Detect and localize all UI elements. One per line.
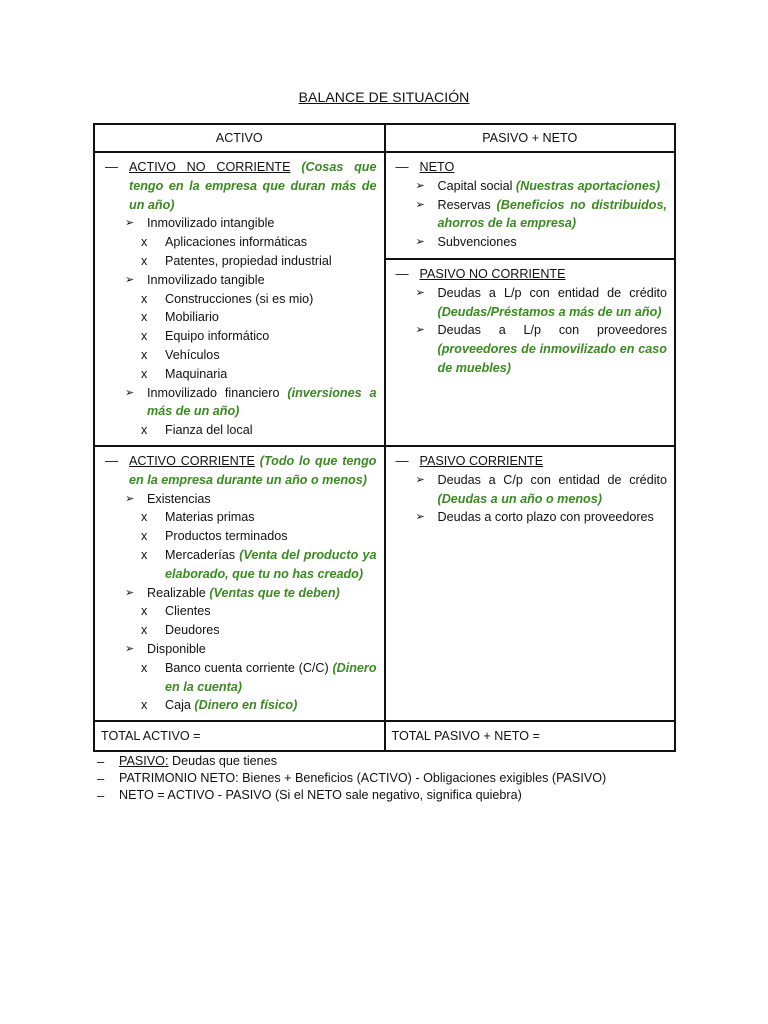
section-note: (Cosas que tengo en la empresa que duran más de un año) <box>129 160 377 212</box>
dash-bullet: — <box>395 452 409 468</box>
note-text: PATRIMONIO NETO: Bienes + Beneficios (ACTIVO) - Obligaciones exigibles (PASIVO) <box>119 771 607 785</box>
header-pasivo-neto: PASIVO + NETO <box>385 124 676 152</box>
list-item <box>105 308 377 327</box>
group-label: Disponible <box>147 641 206 656</box>
list-item-text <box>165 527 377 546</box>
dash-bullet: — <box>395 159 409 174</box>
list-item-text <box>165 621 377 640</box>
item-label: Vehículos <box>165 347 220 362</box>
list-item-text <box>438 284 668 322</box>
x-bullet: x <box>141 235 148 250</box>
item-note: (Deudas/Préstamos a más de un año) <box>437 304 662 319</box>
note-item <box>97 787 606 804</box>
section-heading-text <box>420 452 668 471</box>
note-term: PASIVO: <box>119 754 169 768</box>
section-title: PASIVO NO CORRIENTE <box>419 267 566 281</box>
item-note: (Dinero en físico) <box>194 698 298 713</box>
item-label: Materias primas <box>165 510 255 525</box>
list-item <box>105 527 377 546</box>
list-item-text <box>438 508 668 527</box>
group-label: Inmovilizado intangible <box>147 216 275 231</box>
list-item <box>105 290 377 309</box>
total-activo: TOTAL ACTIVO = <box>94 721 385 751</box>
list-item-text <box>165 327 377 346</box>
group-item-text <box>147 640 377 659</box>
neto-section <box>386 153 675 258</box>
section-note: (Todo lo que tengo en la empresa durante un año o menos) <box>129 453 377 487</box>
balance-table <box>93 123 676 752</box>
item-note: (Beneficios no distribuidos, ahorros de la empresa) <box>437 197 668 231</box>
item-note: (Venta del producto ya elaborado, que tu no has creado) <box>165 547 377 581</box>
list-item <box>105 252 377 271</box>
list-item-text <box>165 346 377 365</box>
list-item <box>105 546 377 584</box>
section-heading <box>105 158 377 214</box>
activo-corriente-cell <box>94 446 385 721</box>
list-item-text <box>438 471 668 509</box>
group-label: Existencias <box>147 491 211 506</box>
note-item-text <box>119 787 522 804</box>
group-item-text <box>147 490 377 509</box>
x-bullet: x <box>141 253 148 268</box>
arrow-bullet: ➢ <box>125 642 135 655</box>
x-bullet: x <box>141 529 148 544</box>
page-title: BALANCE DE SITUACIÓN <box>298 89 470 105</box>
pasivo-corriente-section <box>386 447 675 532</box>
x-bullet: x <box>141 604 148 619</box>
item-label: Subvenciones <box>437 235 517 250</box>
list-item <box>396 508 668 527</box>
list-item <box>396 177 668 196</box>
dash-bullet: — <box>105 159 118 174</box>
item-label: Deudores <box>165 623 220 638</box>
item-note: (proveedores de inmovilizado en caso de muebles) <box>437 342 667 375</box>
x-bullet: x <box>141 310 148 325</box>
pasivo-no-corriente-cell <box>385 152 676 446</box>
pasivo-no-corriente-section <box>386 258 675 383</box>
list-item <box>105 365 377 384</box>
list-item-text <box>165 421 377 440</box>
list-item <box>105 696 377 715</box>
dash-bullet: — <box>395 266 409 281</box>
list-item <box>105 621 377 640</box>
section-heading <box>396 452 668 471</box>
group-item-text <box>147 584 377 603</box>
arrow-bullet: ➢ <box>415 179 425 192</box>
list-item <box>396 321 668 377</box>
list-item-text <box>165 602 377 621</box>
section-heading-text <box>420 158 668 177</box>
list-item-text <box>165 252 377 271</box>
header-activo: ACTIVO <box>94 124 385 152</box>
list-item <box>105 233 377 252</box>
list-item-text <box>165 659 377 697</box>
note-dash: – <box>97 754 105 769</box>
item-label: Capital social <box>437 178 513 193</box>
list-item <box>105 327 377 346</box>
item-label: Equipo informático <box>165 329 270 344</box>
item-label: Mercaderías <box>165 547 235 562</box>
arrow-bullet: ➢ <box>415 236 425 249</box>
item-label: Clientes <box>165 604 211 619</box>
list-item <box>105 508 377 527</box>
group-note: (Ventas que te deben) <box>209 585 340 600</box>
x-bullet: x <box>141 510 148 525</box>
group-item-text <box>147 271 377 290</box>
list-item-text <box>165 508 377 527</box>
arrow-bullet: ➢ <box>125 586 135 599</box>
item-label: Aplicaciones informáticas <box>165 235 308 250</box>
list-item-text <box>165 233 377 252</box>
item-label: Patentes, propiedad industrial <box>165 253 332 268</box>
list-item-text <box>438 196 668 234</box>
section-title: ACTIVO NO CORRIENTE <box>129 160 291 174</box>
list-item-text <box>438 321 668 377</box>
item-label: Deudas a L/p con proveedores <box>437 323 667 338</box>
item-label: Mobiliario <box>165 310 219 325</box>
activo-no-corriente-cell <box>94 152 385 446</box>
group-label: Inmovilizado financiero <box>147 385 280 400</box>
arrow-bullet: ➢ <box>415 198 425 211</box>
list-item-text <box>165 290 377 309</box>
note-text: NETO = ACTIVO - PASIVO (Si el NETO sale negativo, significa quiebra) <box>119 788 522 802</box>
item-label: Caja <box>165 698 191 713</box>
group-item <box>105 271 377 290</box>
list-item <box>396 233 668 252</box>
group-label: Realizable <box>147 585 206 600</box>
list-item <box>105 346 377 365</box>
x-bullet: x <box>141 366 148 381</box>
section-heading <box>396 265 668 284</box>
section-heading-text <box>129 452 377 490</box>
x-bullet: x <box>141 329 148 344</box>
section-heading <box>105 452 377 490</box>
section-heading <box>396 158 668 177</box>
x-bullet: x <box>141 423 148 438</box>
arrow-bullet: ➢ <box>125 273 135 286</box>
note-item <box>97 753 606 770</box>
item-label: Reservas <box>437 197 491 212</box>
section-heading-text <box>129 158 377 214</box>
group-item-text <box>147 214 377 233</box>
section-heading-text <box>420 265 668 284</box>
x-bullet: x <box>141 623 148 638</box>
group-item <box>105 490 377 509</box>
item-label: Banco cuenta corriente (C/C) <box>165 660 329 675</box>
activo-corriente-section <box>95 447 384 720</box>
group-item <box>105 640 377 659</box>
list-item-text <box>165 308 377 327</box>
list-item-text <box>165 546 377 584</box>
arrow-bullet: ➢ <box>125 492 135 505</box>
note-item <box>97 770 606 787</box>
x-bullet: x <box>141 347 148 362</box>
section-title: PASIVO CORRIENTE <box>419 453 544 468</box>
pasivo-corriente-cell <box>385 446 676 721</box>
list-item <box>396 471 668 509</box>
item-label: Productos terminados <box>165 529 288 544</box>
arrow-bullet: ➢ <box>125 217 135 230</box>
item-note: (Nuestras aportaciones) <box>515 178 661 193</box>
item-label: Construcciones (si es mio) <box>165 291 314 306</box>
group-item <box>105 214 377 233</box>
group-note: (inversiones a más de un año) <box>147 385 377 419</box>
item-label: Fianza del local <box>165 423 253 438</box>
dash-bullet: — <box>105 452 118 468</box>
list-item <box>105 421 377 440</box>
note-text: Deudas que tienes <box>168 754 277 768</box>
section-title: NETO <box>419 160 455 174</box>
list-item <box>105 659 377 697</box>
x-bullet: x <box>141 291 148 306</box>
x-bullet: x <box>141 698 148 713</box>
note-dash: – <box>97 788 105 803</box>
list-item <box>105 602 377 621</box>
list-item <box>396 284 668 322</box>
group-item <box>105 384 377 422</box>
item-note: (Deudas a un año o menos) <box>437 491 602 506</box>
section-title: ACTIVO CORRIENTE <box>129 453 255 468</box>
list-item-text <box>165 365 377 384</box>
group-item <box>105 584 377 603</box>
item-label: Deudas a C/p con entidad de crédito <box>437 472 667 487</box>
item-label: Deudas a corto plazo con proveedores <box>437 510 654 525</box>
x-bullet: x <box>141 547 148 562</box>
list-item-text <box>165 696 377 715</box>
list-item-text <box>438 233 668 252</box>
activo-no-corriente-section <box>95 153 384 445</box>
arrow-bullet: ➢ <box>415 286 425 299</box>
x-bullet: x <box>141 660 148 675</box>
note-item-text <box>119 770 606 787</box>
item-label: Maquinaria <box>165 366 228 381</box>
arrow-bullet: ➢ <box>125 386 135 399</box>
arrow-bullet: ➢ <box>415 324 425 337</box>
item-note: (Dinero en la cuenta) <box>165 660 377 694</box>
note-item-text <box>119 753 277 770</box>
list-item <box>396 196 668 234</box>
group-label: Inmovilizado tangible <box>147 272 265 287</box>
group-item-text <box>147 384 377 422</box>
item-label: Deudas a L/p con entidad de crédito <box>437 285 667 300</box>
arrow-bullet: ➢ <box>415 473 425 486</box>
total-pasivo-neto: TOTAL PASIVO + NETO = <box>385 721 676 751</box>
notes-list <box>97 753 606 804</box>
list-item-text <box>438 177 668 196</box>
arrow-bullet: ➢ <box>415 511 425 524</box>
note-dash: – <box>97 771 105 786</box>
